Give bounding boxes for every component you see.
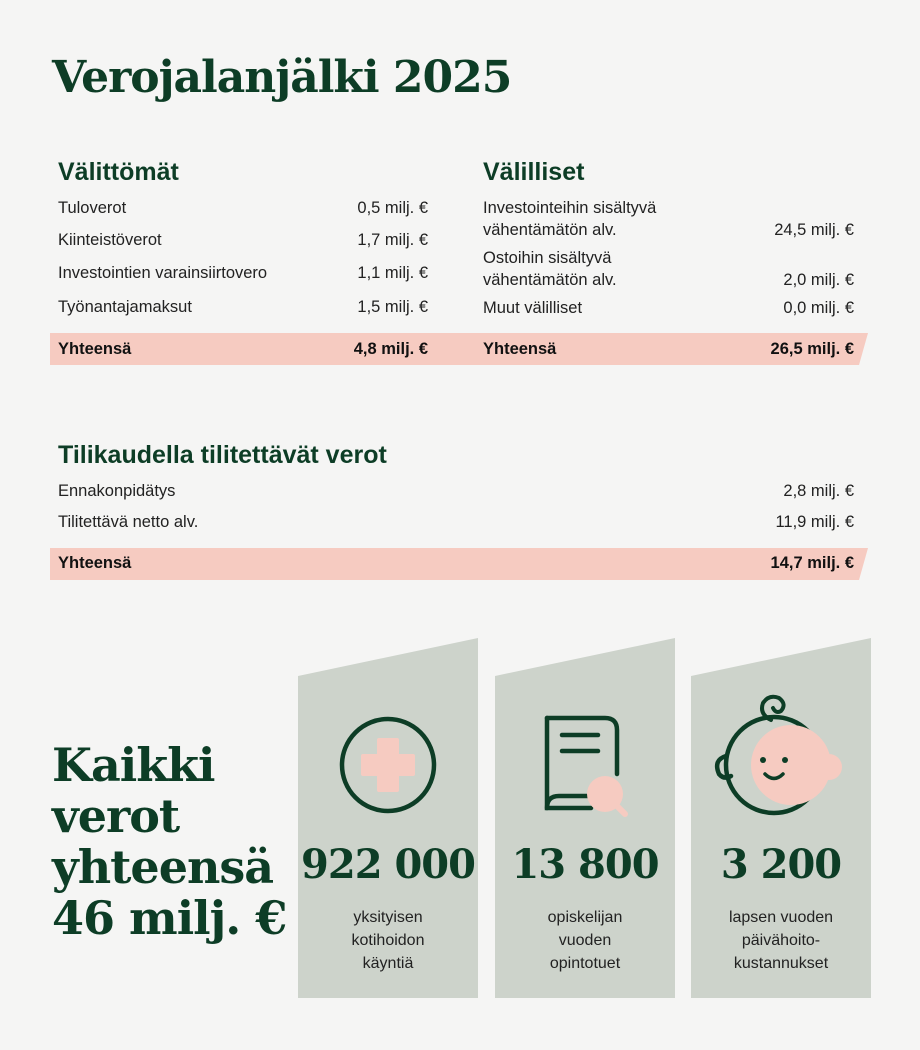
row-label-line1: Ostoihin sisältyvä xyxy=(483,249,612,267)
row-label-line2: vähentämätön alv. xyxy=(483,221,617,239)
row-value: 11,9 milj. € xyxy=(775,513,854,531)
card-caption xyxy=(711,906,851,975)
caption-line: päivähoito- xyxy=(741,932,821,949)
row-label: Tuloverot xyxy=(58,199,127,217)
indirect-total xyxy=(483,340,854,359)
card-number: 3 200 xyxy=(720,841,842,888)
row-label-line2: vähentämätön alv. xyxy=(483,271,617,289)
caption-line: vuoden xyxy=(558,932,612,949)
summary-line: 46 milj. € xyxy=(52,891,287,945)
remitted-row xyxy=(58,482,854,501)
caption-line: lapsen vuoden xyxy=(728,909,834,926)
row-value: 0,0 milj. € xyxy=(783,299,854,317)
total-value: 26,5 milj. € xyxy=(770,340,854,358)
document-search-icon xyxy=(495,638,675,838)
direct-row xyxy=(58,231,428,250)
row-value: 1,1 milj. € xyxy=(357,264,428,282)
direct-row xyxy=(58,298,428,317)
page-title: Verojalanjälki 2025 xyxy=(52,52,512,103)
row-label: Tilitettävä netto alv. xyxy=(58,513,199,531)
caption-line: kustannukset xyxy=(733,955,829,972)
direct-total xyxy=(58,340,428,359)
indirect-row xyxy=(483,199,854,240)
direct-row xyxy=(58,264,428,283)
caption-line: opintotuet xyxy=(549,955,621,972)
indirect-row xyxy=(483,299,854,318)
row-value: 0,5 milj. € xyxy=(357,199,428,217)
total-value: 4,8 milj. € xyxy=(353,340,428,358)
card-number: 13 800 xyxy=(511,841,659,888)
row-value: 24,5 milj. € xyxy=(774,221,854,239)
remitted-total xyxy=(58,554,854,573)
card-caption xyxy=(318,906,458,975)
total-label: Yhteensä xyxy=(483,340,557,358)
row-label: Ennakonpidätys xyxy=(58,482,176,500)
medical-cross-icon xyxy=(298,638,478,838)
summary-line: yhteensä xyxy=(52,840,274,894)
caption-line: opiskelijan xyxy=(547,909,623,926)
remitted-row xyxy=(58,513,854,532)
card-caption xyxy=(515,906,655,975)
summary-line: verot xyxy=(52,789,180,843)
total-label: Yhteensä xyxy=(58,340,132,358)
row-value: 2,0 milj. € xyxy=(783,271,854,289)
summary-line: Kaikki xyxy=(52,738,215,792)
equivalent-card xyxy=(495,638,675,998)
equivalent-card xyxy=(691,638,871,998)
row-label: Muut välilliset xyxy=(483,299,583,317)
baby-face-icon xyxy=(691,638,871,838)
row-label: Työnantajamaksut xyxy=(58,298,192,316)
caption-line: yksityisen xyxy=(353,909,423,926)
card-number: 922 000 xyxy=(301,841,475,888)
row-value: 1,7 milj. € xyxy=(357,231,428,249)
remitted-heading: Tilikaudella tilitettävät verot xyxy=(58,441,387,469)
indirect-row xyxy=(483,249,854,290)
row-value: 2,8 milj. € xyxy=(783,482,854,500)
caption-line: käyntiä xyxy=(362,955,414,972)
row-label: Kiinteistöverot xyxy=(58,231,162,249)
total-value: 14,7 milj. € xyxy=(770,554,854,572)
equivalent-card xyxy=(298,638,478,998)
row-value: 1,5 milj. € xyxy=(357,298,428,316)
row-label-line1: Investointeihin sisältyvä xyxy=(483,199,657,217)
total-summary xyxy=(52,740,286,944)
caption-line: kotihoidon xyxy=(351,932,425,949)
row-label: Investointien varainsiirtovero xyxy=(58,264,268,282)
total-label: Yhteensä xyxy=(58,554,132,572)
indirect-heading: Välilliset xyxy=(483,158,585,186)
direct-heading: Välittömät xyxy=(58,158,179,186)
direct-row xyxy=(58,199,428,218)
